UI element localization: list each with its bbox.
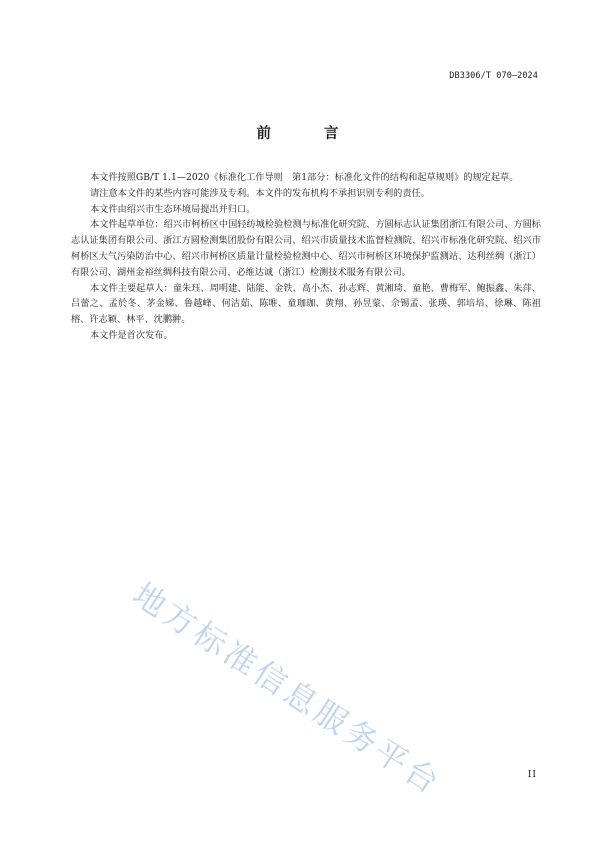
foreword-body	[71, 170, 541, 344]
document-code: DB3306/T 070—2024	[449, 71, 538, 81]
paragraph-proposer: 本文件由绍兴市生态环境局提出并归口。	[90, 203, 256, 215]
page-number: II	[527, 770, 537, 780]
watermark: 地方标准信息服务平台	[126, 575, 449, 803]
paragraph-patent-notice: 请注意本文件的某些内容可能涉及专利。本文件的发布机构不承担识别专利的责任。	[90, 187, 430, 199]
page-title: 前 言	[256, 126, 363, 142]
paragraph-drafters: 本文件主要起草人：童朱珏、周明建、陆能、金铁、高小杰、孙志辉、黄湘琦、童艳、曹梅军、鲍振鑫、朱萍、吕蕾之、孟於冬、茅金娣、鲁越峰、何洁茹、陈唯、童珈珈、黄翔、孙昱蒙、佘锡孟、张瑛、郭培培、徐琳、陈祖榕、许志颖、林平、沈鹏翀。	[71, 282, 541, 326]
paragraph-drafting-units: 本文件起草单位：绍兴市柯桥区中国轻纺城检验检测与标准化研究院、方圆标志认证集团浙江有限公司、方圆标志认证集团有限公司、浙江方圆检测集团股份有限公司、绍兴市质量技术监督检测院、绍兴市标准化研究院、绍兴市柯桥区大气污染防治中心、绍兴市柯桥区质量计量检验检测中心、绍兴市柯桥区环境保护监测站、达利丝绸（浙江）有限公司、湖州金裕丝绸科技有限公司、必维达诚（浙江）检测技术服务有限公司。	[71, 219, 541, 278]
paragraph-first-release: 本文件是首次发布。	[90, 329, 173, 341]
paragraph-drafting-rules: 本文件按照GB/T 1.1—2020《标准化工作导则 第1部分：标准化文件的结构和起草规则》的规定起草。	[90, 172, 519, 183]
